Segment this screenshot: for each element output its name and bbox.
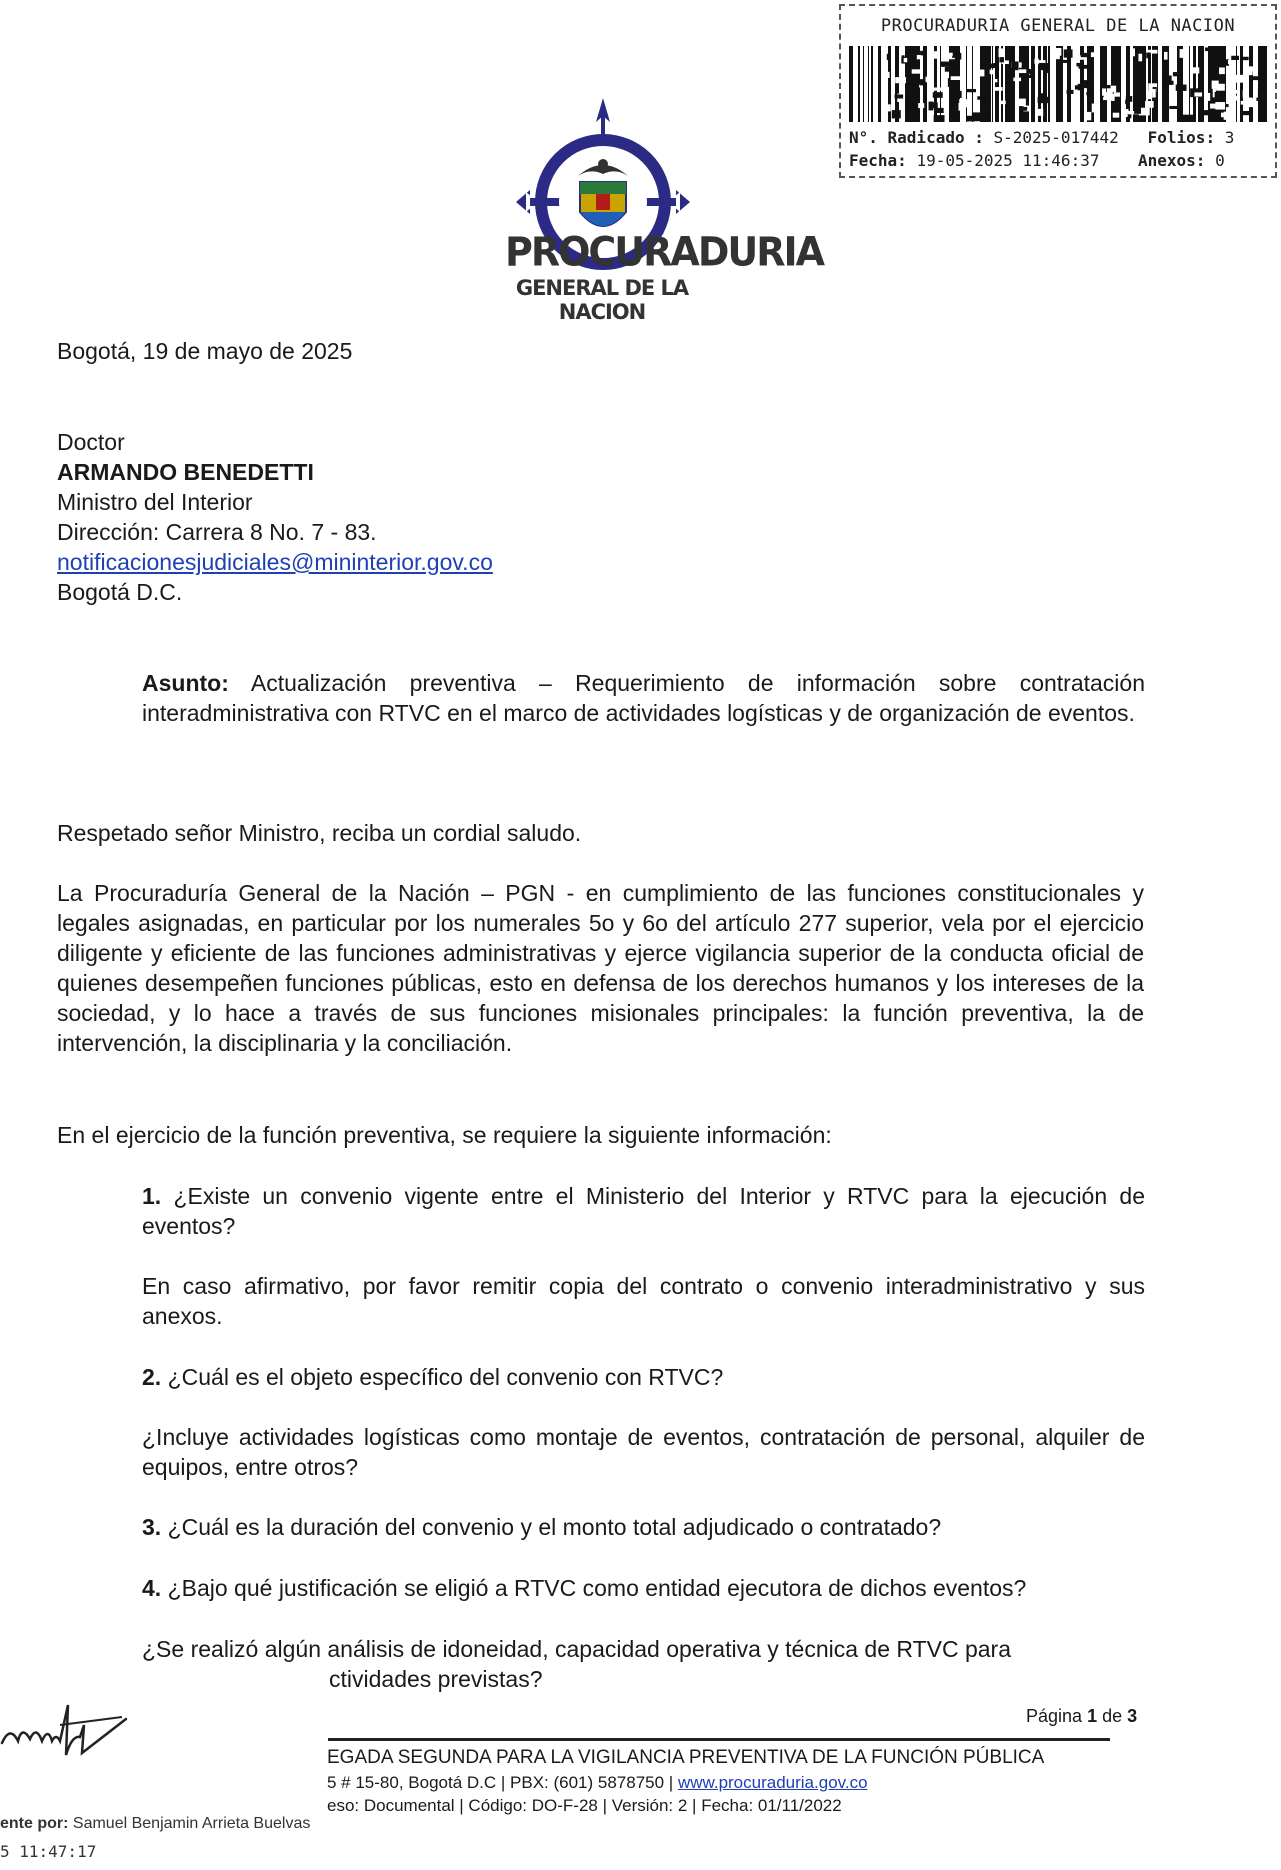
subject-label: Asunto: — [142, 670, 229, 696]
radicado-stamp — [839, 4, 1277, 178]
barcode-image — [849, 46, 1267, 122]
page-current: 1 — [1087, 1706, 1098, 1726]
paragraph-request-intro: En el ejercicio de la función preventiva, se requiere la siguiente información: — [57, 1122, 832, 1148]
radicado-value: S-2025-017442 — [993, 128, 1119, 147]
paragraph-pgn-functions: La Procuraduría General de la Nación – PGN - en cumplimiento de las funciones constitucionales y legales asignadas, en particular por los numerales 5o y 6o del artículo 277 superior, vela por el ejercicio diligente y eficiente de las funciones administrativas y ejerce vigilancia superior de la conducta oficial de quienes desempeñen funciones públicas, esto en defensa de los derechos humanos y los intereses de la sociedad, y lo hace a través de sus funciones misionales principales: la función preventiva, la de intervención, la disciplinaria y la conciliación. — [57, 880, 1144, 1056]
question-1-text: ¿Existe un convenio vigente entre el Ministerio del Interior y RTVC para la ejecución de eventos? — [142, 1183, 1145, 1239]
footer-process-line: eso: Documental | Código: DO-F-28 | Versión: 2 | Fecha: 01/11/2022 — [327, 1796, 842, 1815]
recipient-title: Doctor — [57, 429, 125, 455]
question-4-number: 4. — [142, 1575, 162, 1601]
recipient-position: Ministro del Interior — [57, 489, 253, 515]
recipient-name: ARMANDO BENEDETTI — [57, 459, 314, 485]
signed-by-line — [0, 1815, 310, 1833]
page-total: 3 — [1127, 1706, 1138, 1726]
footer-office-name: EGADA SEGUNDA PARA LA VIGILANCIA PREVENTIVA DE LA FUNCIÓN PÚBLICA — [327, 1747, 1045, 1768]
question-4-follow-line1: ¿Se realizó algún análisis de idoneidad, capacidad operativa y técnica de RTVC para — [142, 1636, 1011, 1662]
footer-contact-line — [327, 1771, 868, 1795]
folios-value: 3 — [1224, 128, 1235, 147]
question-4-follow-line2: ctividades previstas? — [329, 1666, 543, 1692]
page-number — [1026, 1706, 1137, 1727]
question-4-text: ¿Bajo qué justificación se eligió a RTVC como entidad ejecutora de dichos eventos? — [161, 1575, 1027, 1601]
stamp-title: PROCURADURIA GENERAL DE LA NACION — [880, 16, 1236, 36]
subject-text: Actualización preventiva – Requerimiento de información sobre contratación interadministrativa con RTVC en el marco de actividades logísticas y de organización de eventos. — [142, 670, 1145, 726]
handwritten-signature-image — [0, 1695, 130, 1775]
letter-date: Bogotá, 19 de mayo de 2025 — [57, 338, 353, 364]
question-1-follow: En caso afirmativo, por favor remitir copia del contrato o convenio interadministrativo y sus anexos. — [142, 1273, 1145, 1329]
footer-divider — [328, 1738, 1110, 1741]
question-1 — [142, 1181, 1145, 1241]
page-of: de — [1097, 1706, 1128, 1726]
signed-by-name: Samuel Benjamin Arrieta Buelvas — [68, 1815, 311, 1832]
fecha-label: Fecha: — [849, 151, 907, 170]
anexos-label: Anexos: — [1138, 151, 1206, 170]
anexos-value: 0 — [1215, 151, 1225, 170]
question-2-text: ¿Cuál es el objeto específico del convenio con RTVC? — [161, 1364, 724, 1390]
greeting: Respetado señor Ministro, reciba un cordial saludo. — [57, 820, 582, 846]
stamp-radicado-line — [849, 128, 1234, 147]
question-3-text: ¿Cuál es la duración del convenio y el monto total adjudicado o contratado? — [161, 1514, 942, 1540]
question-4 — [142, 1573, 1145, 1603]
question-1-number: 1. — [142, 1183, 162, 1209]
question-2-follow: ¿Incluye actividades logísticas como montaje de eventos, contratación de personal, alquiler de equipos, entre otros? — [142, 1424, 1145, 1480]
folios-label: Folios: — [1147, 128, 1216, 147]
question-3-number: 3. — [142, 1514, 162, 1540]
logo-name-line1: PROCURADURIA — [505, 228, 824, 276]
recipient-address: Dirección: Carrera 8 No. 7 - 83. — [57, 519, 377, 545]
footer-website-link[interactable]: www.procuraduria.gov.co — [677, 1773, 868, 1792]
subject-paragraph — [142, 668, 1145, 728]
footer-address: 5 # 15-80, Bogotá D.C | PBX: (601) 5878750 | — [327, 1773, 678, 1792]
recipient-city: Bogotá D.C. — [57, 579, 183, 605]
question-2-number: 2. — [142, 1364, 162, 1390]
recipient-email-link[interactable]: notificacionesjudiciales@mininterior.gov.co — [57, 549, 493, 575]
logo-name-line2: GENERAL DE LA NACION — [515, 276, 689, 324]
signed-by-label: ente por: — [0, 1815, 69, 1832]
question-2 — [142, 1362, 1145, 1392]
stamp-fecha-line — [849, 151, 1225, 170]
radicado-label: N°. Radicado : — [849, 128, 984, 147]
signed-time: 5 11:47:17 — [0, 1842, 97, 1861]
question-3 — [142, 1512, 1145, 1542]
fecha-value: 19-05-2025 11:46:37 — [916, 151, 1100, 170]
page-label: Página — [1026, 1706, 1088, 1726]
